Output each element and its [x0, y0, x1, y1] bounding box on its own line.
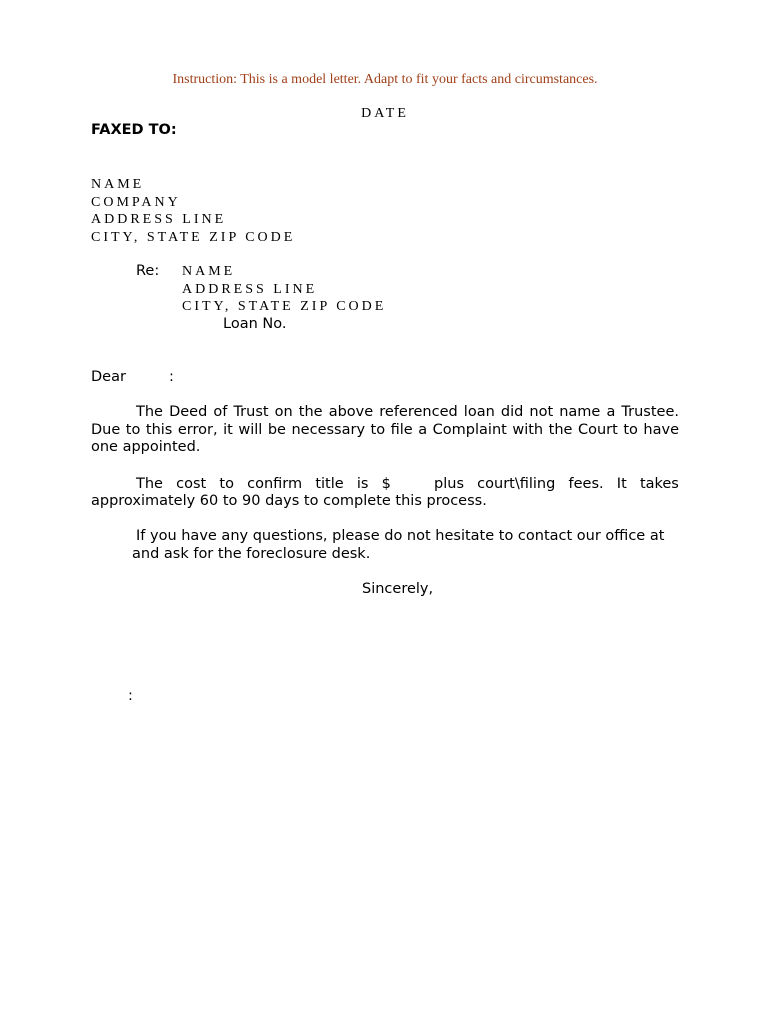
recipient-block [91, 176, 295, 246]
faxed-to-heading: FAXED TO: [91, 122, 177, 138]
cost-line-word: takes [639, 476, 679, 492]
recipient-city: CITY, STATE ZIP CODE [91, 229, 296, 245]
body-paragraph-3-line-2: and ask for the foreclosure desk. [132, 546, 371, 562]
loan-number: Loan No. [223, 316, 287, 332]
cost-line-word: $ [381, 476, 391, 492]
salutation-colon: : [169, 369, 174, 385]
re-label: Re: [136, 263, 160, 279]
cost-line-word: to [219, 476, 234, 492]
cost-line-word: fees. [568, 476, 604, 492]
cost-line-word: is [356, 476, 369, 492]
signature-colon: : [128, 688, 133, 704]
body-paragraph-1: The Deed of Trust on the above referenced loan did not name a Trustee. Due to this error, it will be necessary to file a Complaint with the Court to have one appointed. [91, 404, 679, 455]
cost-line-word: plus [434, 476, 464, 492]
re-address: ADDRESS LINE [182, 281, 318, 297]
re-block [182, 263, 386, 316]
date-placeholder: DATE [361, 106, 409, 121]
cost-line-word: The [136, 476, 163, 492]
salutation: Dear [91, 369, 126, 385]
cost-line-word: It [616, 476, 627, 492]
body-paragraph-3-line-1: If you have any questions, please do not hesitate to contact our office at [136, 528, 665, 544]
cost-line-word: confirm [247, 476, 303, 492]
instruction-note: Instruction: This is a model letter. Adapt to fit your facts and circumstances. [172, 72, 598, 87]
cost-line-word: title [315, 476, 344, 492]
closing: Sincerely, [362, 581, 434, 597]
recipient-company: COMPANY [91, 194, 181, 210]
body-paragraph-2-line-2: approximately 60 to 90 days to complete this process. [91, 493, 487, 509]
recipient-name: NAME [91, 177, 145, 192]
recipient-address: ADDRESS LINE [91, 212, 227, 227]
re-name: NAME [182, 264, 236, 279]
body-paragraph-2-line-1 [91, 476, 679, 494]
re-city: CITY, STATE ZIP CODE [182, 299, 387, 314]
cost-line [91, 476, 679, 494]
cost-line-word: cost [176, 476, 207, 492]
cost-line-word: court\filing [477, 476, 556, 492]
